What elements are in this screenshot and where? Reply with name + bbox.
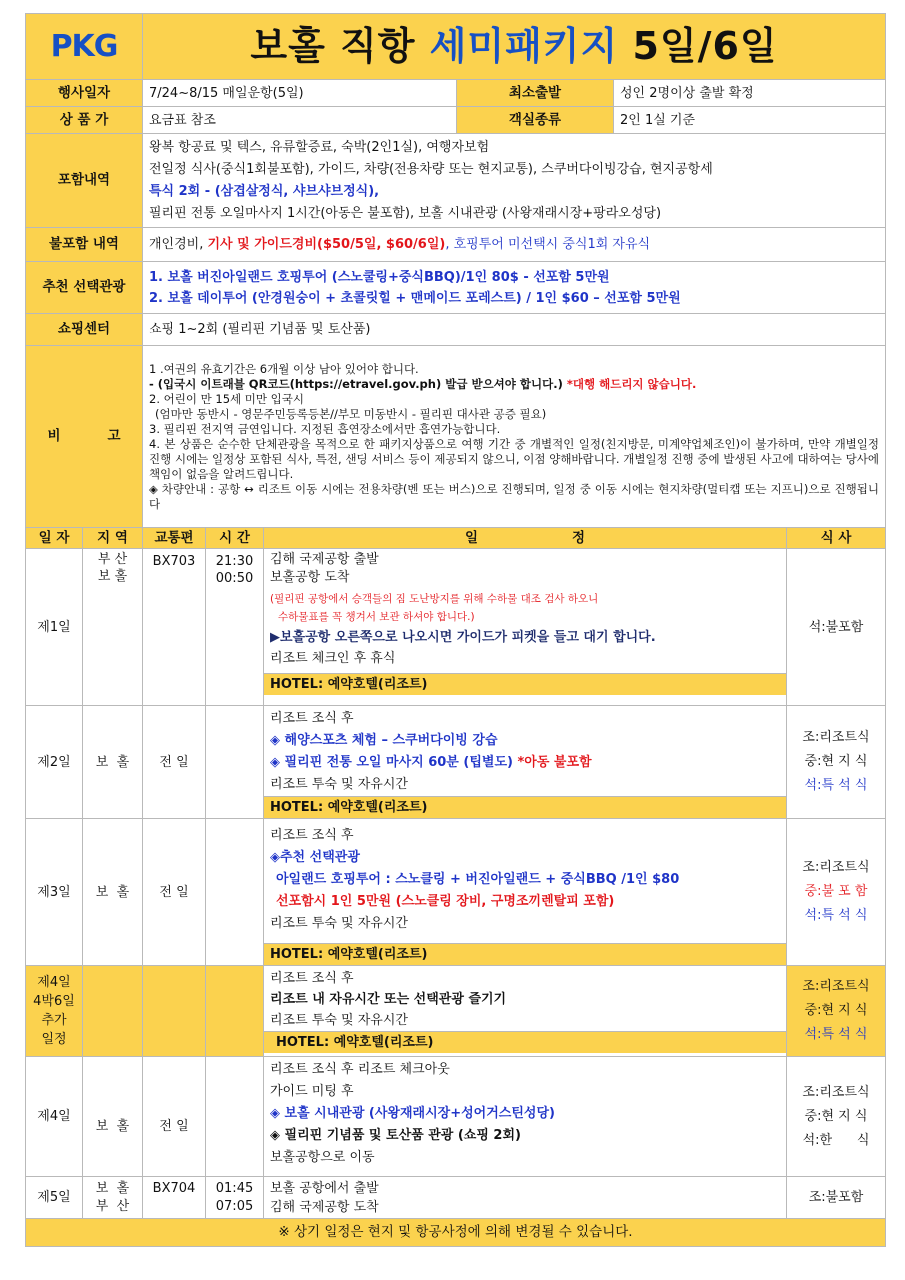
day-label: 제1일 <box>26 549 83 706</box>
meal-cell: 조:리조트식 중:현 지 식 석:특 석 식 <box>787 706 886 819</box>
price-value: 요금표 참조 <box>143 107 457 134</box>
excludes-value: 개인경비, 기사 및 가이드경비($50/5일, $60/6일), 호핑투어 미선택시 중식1회 자유식 <box>143 228 886 262</box>
day-label: 제4일 4박6일 추가 일정 <box>26 966 83 1057</box>
schedule-cell: 김해 국제공항 출발 보홀공항 도착 (필리핀 공항에서 승객들의 짐 도난방지를 위해 수하물 대조 검사 하오니 수하물표를 꼭 챙겨서 보관 하셔야 합니다.) ▶보홀공항 오른쪽으로 나오시면 가이드가 피켓을 들고 대기 합니다. 리조트 체크인 후 휴식 HOTEL: 예약호텔(리조트) <box>264 549 787 706</box>
col-schedule: 일 정 <box>264 528 787 549</box>
schedule-cell: 리조트 조식 후 ◈추천 선택관광 아일랜드 호핑투어 : 스노클링 + 버진아일랜드 + 중식BBQ /1인 $80 선포함시 1인 5만원 (스노클링 장비, 구명조끼렌탈피 포함) 리조트 투숙 및 자유시간 HOTEL: 예약호텔(리조트) <box>264 819 787 966</box>
hotel-bar: HOTEL: 예약호텔(리조트) <box>264 796 786 818</box>
flight-time <box>206 706 264 819</box>
schedule-row-day1 <box>26 549 886 706</box>
meal-cell: 조:리조트식 중:현 지 식 석:특 석 식 <box>787 966 886 1057</box>
day-label: 제5일 <box>26 1177 83 1219</box>
page-title: 보홀 직항 세미패키지 5일/6일 <box>143 14 886 80</box>
col-region: 지 역 <box>83 528 143 549</box>
schedule-cell: 리조트 조식 후 리조트 내 자유시간 또는 선택관광 즐기기 리조트 투숙 및 자유시간 HOTEL: 예약호텔(리조트) <box>264 966 787 1057</box>
notes-label: 비 고 <box>26 346 143 528</box>
schedule-table <box>25 527 886 1247</box>
col-meal: 식 사 <box>787 528 886 549</box>
transport: 전 일 <box>143 819 206 966</box>
region: 보 홀 <box>83 819 143 966</box>
min-departure-value: 성인 2명이상 출발 확정 <box>614 80 886 107</box>
hotel-bar: HOTEL: 예약호텔(리조트) <box>264 1031 786 1053</box>
room-value: 2인 1실 기준 <box>614 107 886 134</box>
flight-time <box>206 819 264 966</box>
date-label: 행사일자 <box>26 80 143 107</box>
region: 보 홀 <box>83 1057 143 1177</box>
region: 보 홀 <box>83 706 143 819</box>
flight-time <box>206 1057 264 1177</box>
schedule-cell: 리조트 조식 후 ◈ 해양스포츠 체험 – 스쿠버다이빙 강습 ◈ 필리핀 전통 오일 마사지 60분 (팁별도) *아동 불포함 리조트 투숙 및 자유시간 HOTEL: 예약호텔(리조트) <box>264 706 787 819</box>
schedule-row-day3 <box>26 819 886 966</box>
meal-cell: 조:불포함 <box>787 1177 886 1219</box>
flight-time: 21:30 00:50 <box>206 549 264 706</box>
region: 부 산 보 홀 <box>83 549 143 706</box>
footer-note: ※ 상기 일정은 현지 및 항공사정에 의해 변경될 수 있습니다. <box>26 1219 886 1247</box>
schedule-row-extra-day <box>26 966 886 1057</box>
price-label: 상 품 가 <box>26 107 143 134</box>
day-label: 제3일 <box>26 819 83 966</box>
schedule-row-day5 <box>26 1177 886 1219</box>
schedule-cell: 리조트 조식 후 리조트 체크아웃 가이드 미팅 후 ◈ 보홀 시내관광 (사왕재래시장+성어거스틴성당) ◈ 필리핀 기념품 및 토산품 관광 (쇼핑 2회) 보홀공항으로 이동 <box>264 1057 787 1177</box>
notes-value: 1 .여권의 유효기간은 6개월 이상 남아 있어야 합니다. - (입국시 이트래블 QR코드(https://etravel.gov.ph) 발급 받으셔야 합니다.) *대행 해드리지 않습니다. 2. 어린이 만 15세 미만 입국시 (엄마만 동반시 - 영문주민등록등본//부모 미동반시 - 필리핀 대사관 공증 필요) 3. 필리핀 전지역 금연입니다. 지정된 흡연장소에서만 흡연가능합니다. 4. 본 상품은 순수한 단체관광을 목적으로 한 패키지상품으로 여행 기간 중 개별적인 일정(친지방문, 미계약업체조인)이 불가하며, 만약 개별일정 진행 시에는 일정상 포함된 식사, 특전, 샌딩 서비스 등이 제공되지 않으니, 이점 양해바랍니다. 개별일정 진행 중에 발생된 사고에 대하여는 당사에 책임이 없음을 알려드립니다. ◈ 차량안내 : 공항 ↔ 리조트 이동 시에는 전용차량(벤 또는 버스)으로 진행되며, 일정 중 이동 시에는 현지차량(멀티캡 또는 지프니)으로 진행됩니다 <box>143 346 886 528</box>
flight-time <box>206 966 264 1057</box>
excludes-label: 불포함 내역 <box>26 228 143 262</box>
hotel-bar: HOTEL: 예약호텔(리조트) <box>264 673 786 695</box>
region: 보 홀 부 산 <box>83 1177 143 1219</box>
transport <box>143 966 206 1057</box>
room-label: 객실종류 <box>457 107 614 134</box>
transport: 전 일 <box>143 1057 206 1177</box>
schedule-cell: 보홀 공항에서 출발 김해 국제공항 도착 <box>264 1177 787 1219</box>
col-time: 시 간 <box>206 528 264 549</box>
region <box>83 966 143 1057</box>
hotel-bar: HOTEL: 예약호텔(리조트) <box>264 943 786 965</box>
pkg-logo: PKG <box>26 14 143 80</box>
schedule-row-day4 <box>26 1057 886 1177</box>
shopping-value: 쇼핑 1~2회 (필리핀 기념품 및 토산품) <box>143 314 886 346</box>
day-label: 제4일 <box>26 1057 83 1177</box>
title-table <box>25 13 886 80</box>
includes-value: 왕복 항공료 및 텍스, 유류할증료, 숙박(2인1실), 여행자보험 전일정 식사(중식1회불포함), 가이드, 차량(전용차량 또는 현지교통), 스쿠버다이빙강습, 현지공항세 특식 2회 - (삼겹살정식, 샤브샤브정식), 필리핀 전통 오일마사지 1시간(아동은 불포함), 보홀 시내관광 (사왕재래시장+팡라오성당) <box>143 134 886 228</box>
flight-number: BX704 <box>143 1177 206 1219</box>
optional-tour-value: 1. 보홀 버진아일랜드 호핑투어 (스노쿨링+중식BBQ)/1인 80$ - 선포함 5만원 2. 보홀 데이투어 (안경원숭이 + 초콜릿힐 + 맨메이드 포레스트) / 1인 $60 – 선포함 5만원 <box>143 262 886 314</box>
optional-tour-label: 추천 선택관광 <box>26 262 143 314</box>
includes-label: 포함내역 <box>26 134 143 228</box>
col-day: 일 자 <box>26 528 83 549</box>
flight-number: BX703 <box>143 549 206 706</box>
col-transport: 교통편 <box>143 528 206 549</box>
itinerary-sheet <box>25 13 885 1247</box>
info-table <box>25 79 886 528</box>
day-label: 제2일 <box>26 706 83 819</box>
min-departure-label: 최소출발 <box>457 80 614 107</box>
shopping-label: 쇼핑센터 <box>26 314 143 346</box>
meal-cell: 조:리조트식 중:현 지 식 석:한 식 <box>787 1057 886 1177</box>
meal-cell: 조:리조트식 중:불 포 함 석:특 석 식 <box>787 819 886 966</box>
date-value: 7/24~8/15 매일운항(5일) <box>143 80 457 107</box>
schedule-row-day2 <box>26 706 886 819</box>
flight-time: 01:45 07:05 <box>206 1177 264 1219</box>
transport: 전 일 <box>143 706 206 819</box>
meal-cell: 석:불포함 <box>787 549 886 706</box>
